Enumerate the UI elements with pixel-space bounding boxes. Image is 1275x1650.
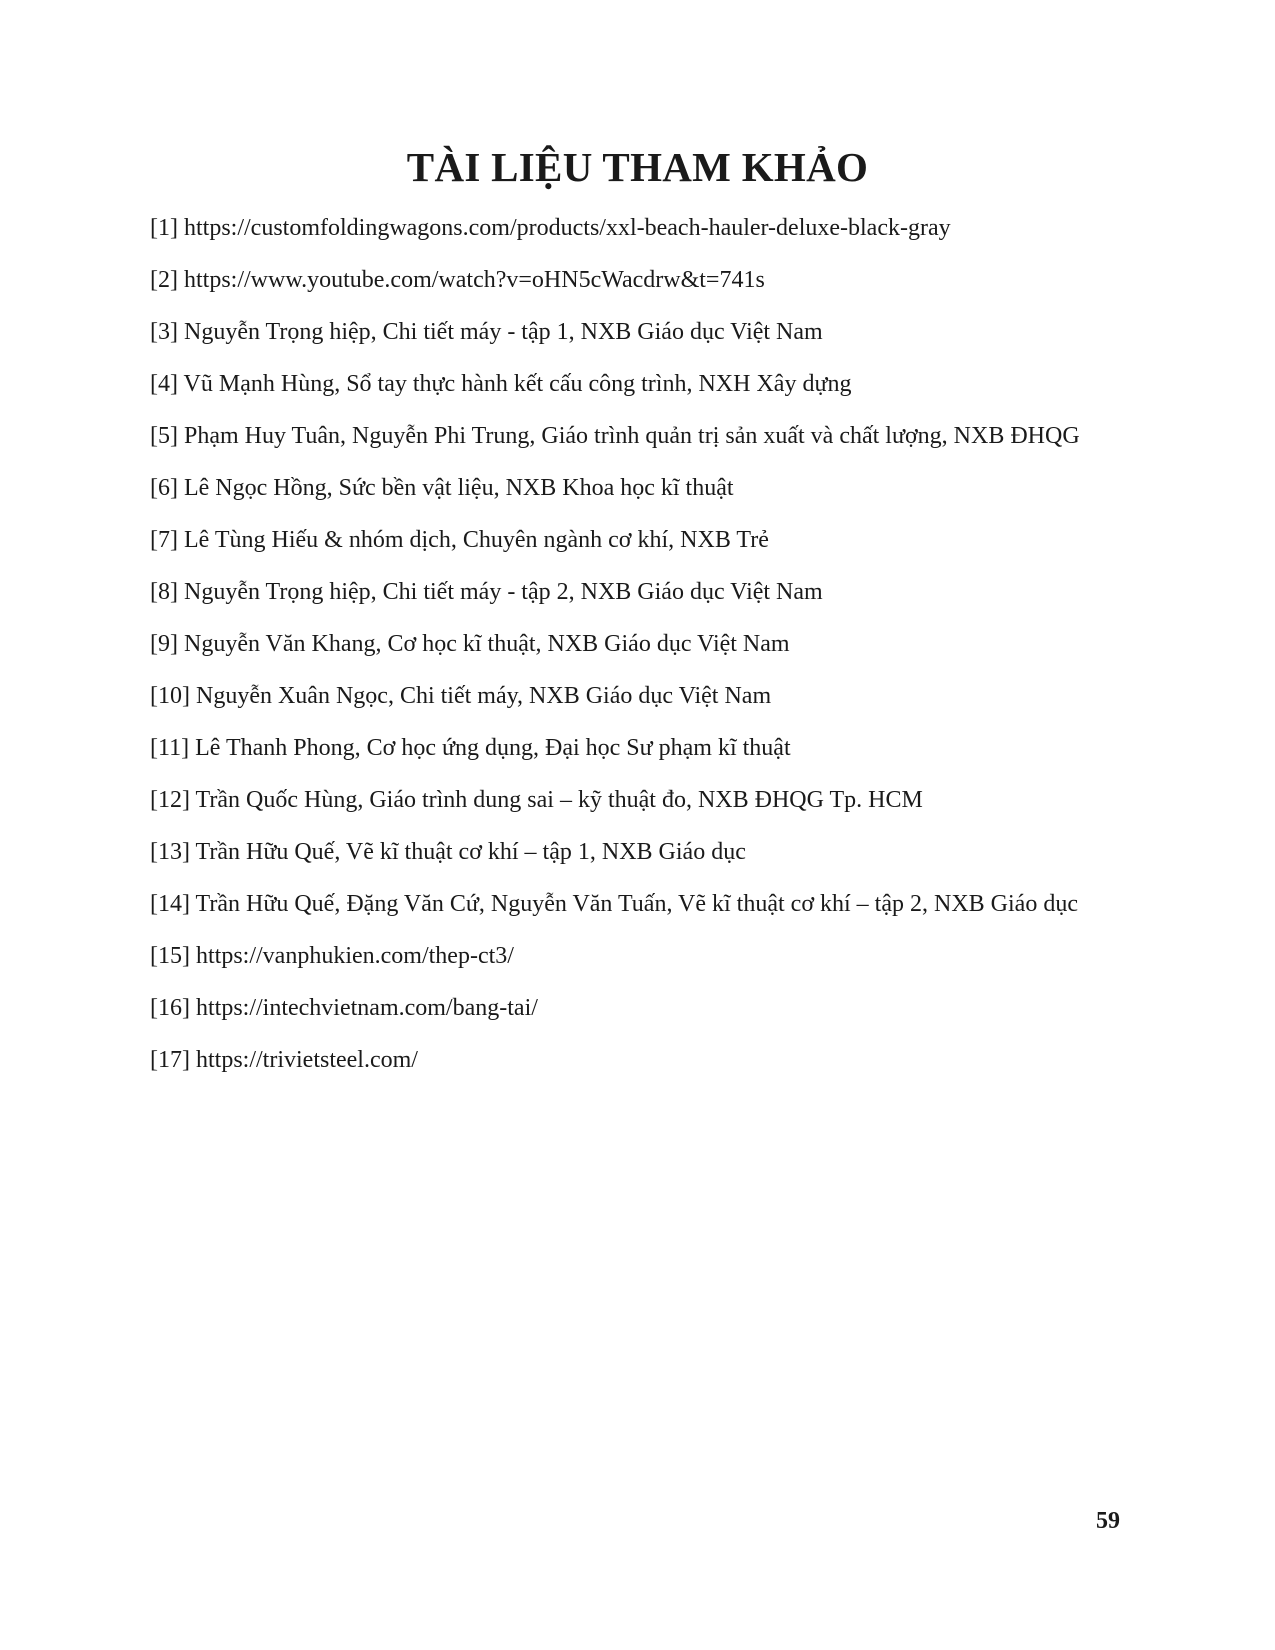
- reference-list: [150, 211, 1128, 1095]
- reference-item: [16] https://intechvietnam.com/bang-tai/: [150, 995, 538, 1021]
- reference-item: [2] https://www.youtube.com/watch?v=oHN5cWacdrw&t=741s: [150, 267, 765, 293]
- reference-item: [1] https://customfoldingwagons.com/products/xxl-beach-hauler-deluxe-black-gray: [150, 215, 951, 241]
- page-number: 59: [1096, 1508, 1120, 1534]
- reference-item: [9] Nguyễn Văn Khang, Cơ học kĩ thuật, NXB Giáo dục Việt Nam: [150, 631, 790, 657]
- reference-item: [6] Lê Ngọc Hồng, Sức bền vật liệu, NXB Khoa học kĩ thuật: [150, 475, 734, 501]
- reference-item: [5] Phạm Huy Tuân, Nguyễn Phi Trung, Giáo trình quản trị sản xuất và chất lượng, NXB ĐHQG: [150, 423, 1080, 449]
- reference-item: [7] Lê Tùng Hiếu & nhóm dịch, Chuyên ngành cơ khí, NXB Trẻ: [150, 527, 769, 553]
- reference-item: [13] Trần Hữu Quế, Vẽ kĩ thuật cơ khí – tập 1, NXB Giáo dục: [150, 839, 746, 865]
- reference-item: [12] Trần Quốc Hùng, Giáo trình dung sai – kỹ thuật đo, NXB ĐHQG Tp. HCM: [150, 787, 923, 813]
- reference-item: [14] Trần Hữu Quế, Đặng Văn Cứ, Nguyễn Văn Tuấn, Vẽ kĩ thuật cơ khí – tập 2, NXB Giáo dục: [150, 891, 1078, 917]
- page-title: TÀI LIỆU THAM KHẢO: [406, 144, 869, 190]
- reference-item: [8] Nguyễn Trọng hiệp, Chi tiết máy - tập 2, NXB Giáo dục Việt Nam: [150, 579, 823, 605]
- reference-item: [17] https://trivietsteel.com/: [150, 1047, 418, 1073]
- reference-item: [3] Nguyễn Trọng hiệp, Chi tiết máy - tập 1, NXB Giáo dục Việt Nam: [150, 319, 823, 345]
- reference-item: [4] Vũ Mạnh Hùng, Sổ tay thực hành kết cấu công trình, NXH Xây dựng: [150, 371, 852, 397]
- reference-item: [10] Nguyễn Xuân Ngọc, Chi tiết máy, NXB Giáo dục Việt Nam: [150, 683, 772, 709]
- reference-item: [11] Lê Thanh Phong, Cơ học ứng dụng, Đại học Sư phạm kĩ thuật: [150, 735, 791, 761]
- reference-item: [15] https://vanphukien.com/thep-ct3/: [150, 943, 514, 969]
